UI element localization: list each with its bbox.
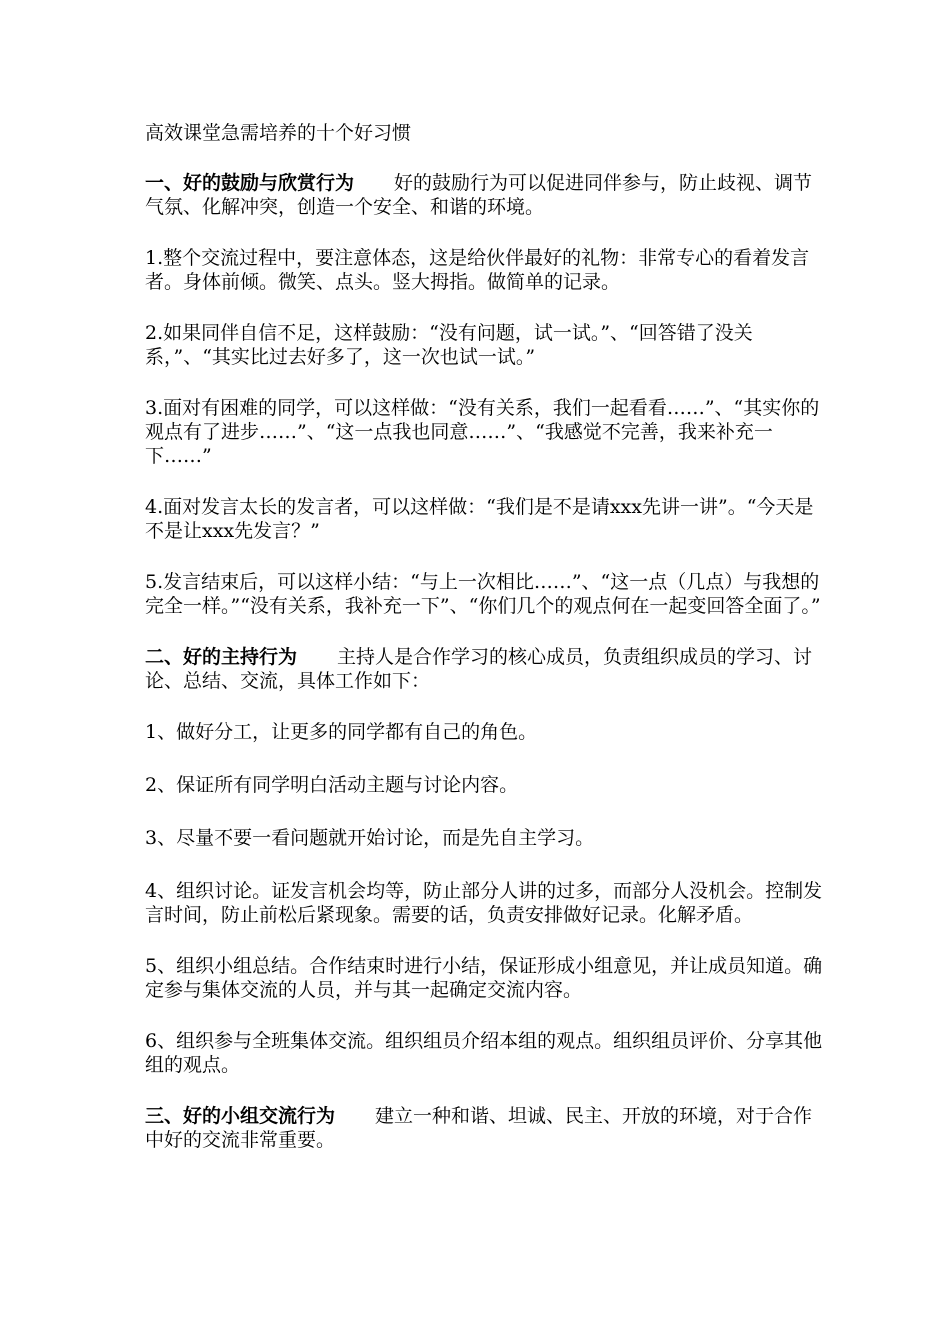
section-3-heading: 三、好的小组交流行为: [145, 1105, 336, 1127]
section-1-intro: 好的鼓励行为可以促进同伴参与，防止歧视、调节气氛、化解冲突，创造一个安全、和谐的环境。: [145, 172, 813, 218]
section-2-item-5: 5、组织小组总结。合作结束时进行小结，保证形成小组意见，并让成员知道。确定参与集体交流的人员，并与其一起确定交流内容。: [145, 955, 823, 1001]
section-1-item-2: 2.如果同伴自信不足，这样鼓励：“没有问题，试一试。”、“回答错了没关系，”、“其实比过去好多了，这一次也试一试。”: [145, 322, 753, 368]
section-1-item-1: 1.整个交流过程中，要注意体态，这是给伙伴最好的礼物：非常专心的看着发言者。身体前倾。微笑、点头。竖大拇指。做简单的记录。: [145, 247, 810, 293]
section-2-item-2: 2、保证所有同学明白活动主题与讨论内容。: [145, 774, 519, 796]
section-1-item-5: 5.发言结束后，可以这样小结：“与上一次相比……”、“这一点（几点）与我想的完全一样。”“没有关系，我补充一下”、“你们几个的观点何在一起变回答全面了。”: [145, 571, 821, 617]
section-2-item-6: 6、组织参与全班集体交流。组织组员介绍本组的观点。组织组员评价、分享其他组的观点。: [145, 1030, 823, 1076]
section-1-heading: 一、好的鼓励与欣赏行为: [145, 172, 355, 194]
section-3-intro: 建立一种和谐、坦诚、民主、开放的环境，对于合作中好的交流非常重要。: [145, 1105, 813, 1151]
document-content: [145, 121, 825, 1152]
section-2-item-4: 4、组织讨论。证发言机会均等，防止部分人讲的过多，而部分人没机会。控制发言时间，防止前松后紧现象。需要的话，负责安排做好记录。化解矛盾。: [145, 880, 823, 926]
section-2-intro: 主持人是合作学习的核心成员，负责组织成员的学习、讨论、总结、交流，具体工作如下：: [145, 646, 813, 692]
section-2-item-1: 1、做好分工，让更多的同学都有自己的角色。: [145, 721, 538, 743]
section-1-lead: [145, 171, 825, 219]
section-2-heading: 二、好的主持行为: [145, 646, 298, 668]
section-2-item-3: 3、尽量不要一看问题就开始讨论，而是先自主学习。: [145, 827, 595, 849]
document-title: 高效课堂急需培养的十个好习惯: [145, 122, 412, 144]
section-3-lead: [145, 1104, 825, 1152]
section-1-item-4: 4.面对发言太长的发言者，可以这样做：“我们是不是请xxx先讲一讲”。“今天是不是让xxx先发言？”: [145, 496, 814, 542]
section-1-item-3: 3.面对有困难的同学，可以这样做：“没有关系，我们一起看看……”、“其实你的观点有了进步……”、“这一点我也同意……”、“我感觉不完善，我来补充一下……”: [145, 397, 820, 467]
section-2-lead: [145, 645, 825, 693]
